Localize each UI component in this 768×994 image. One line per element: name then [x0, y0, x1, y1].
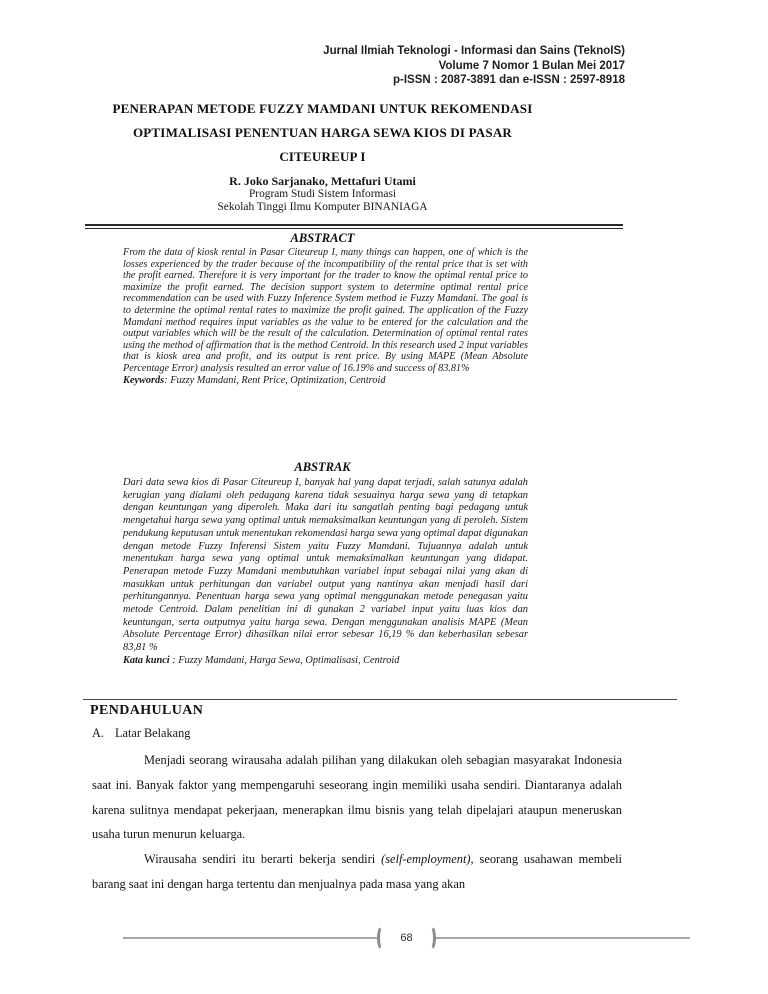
author-program: Program Studi Sistem Informasi — [248, 188, 397, 200]
keywords-value: : Fuzzy Mamdani, Rent Price, Optimization, Centroid — [164, 374, 386, 386]
author-institution: Sekolah Tinggi Ilmu Komputer BINANIAGA — [217, 201, 428, 213]
title-line-1: PENERAPAN METODE FUZZY MAMDANI UNTUK REKOMENDASI — [112, 101, 533, 116]
self-employment-term: (self-employment), — [381, 852, 474, 867]
footer-line-right — [436, 937, 690, 939]
journal-issn: p-ISSN : 2087-3891 dan e-ISSN : 2597-8918 — [392, 74, 625, 87]
subsection-a-heading — [92, 725, 622, 742]
paragraph-2-start: Wirausaha sendiri itu berarti bekerja sendiri — [144, 852, 382, 867]
paragraph-2-end: seorang usahawan membeli barang saat ini dengan harga tertentu dan menjualnya pada masa yang akan — [92, 852, 622, 891]
section-divider-rule — [83, 699, 677, 700]
kata-kunci-label: Kata kunci — [123, 654, 170, 666]
abstract-text-id: Dari data sewa kios di Pasar Citeureup I, banyak hal yang dapat terjadi, salah satunya adalah kerugian yang dialami oleh pedagang karena tidak sesuainya harga sewa yang di tetapkan dengan keuntungan yang diperoleh. Maka dari itu sangatlah penting bagi pedagang untuk mengetahui harga sewa yang optimal untuk memaksimalkan keuntungan yang di peroleh. Sistem pendukung keputusan untuk menentukan rekomendasi harga sewa yang optimal dapat digunakan dengan metode Fuzzy Inferensi Sistem yaitu Fuzzy Mamdani. Tujuannya adalah untuk menentukan harga sewa yang optimal untuk memaksimalkan keuntungan yang didapat. Penerapan metode Fuzzy Mamdani membutuhkan variabel input sebagai nilai yang akan di masukkan untuk perhitungan dan variabel output yang nantinya akan menjadi hasil dari perhitungannya. Penentuan harga sewa yang optimal menggunakan metode penegasan yaitu metode Centroid. Dalam penelitian ini di gunakan 2 variabel input yaitu luas kios dan keuntungan, serta outputnya yaitu harga sewa. Dengan menggunakan analisis MAPE (Mean Absolute Percentage Error) dihasilkan nilai error sebesar 16,19 % dan keberhasilan sebesar 83,81 % — [123, 477, 528, 654]
paragraph-2 — [92, 847, 622, 897]
subsection-title: Latar Belakang — [114, 726, 191, 740]
abstract-text-en: From the data of kiosk rental in Pasar Citeureup I, many things can happen, one of which is the losses experienced by the trader because of the incompatibility of the rental price that is set with the profit earned. Therefore it is very important for the trader to know the optimal rental price to maximize the profit earned. The decision support system to determine optimal rental price recommendation can be used with Fuzzy Inference System method ie Fuzzy Mamdani. The goal is to determine the optimal rental rates to maximize the profit gained. The application of the Fuzzy Mamdani method requires input variables as the value to be entered for the calculation and the output variables which will be the result of the calculation. Determination of optimal rental rates using the method of affirmation that is the method Centroid. In this research used 2 input variables that is kiosk area and profit, and its output is rent price. By using MAPE (Mean Absolute Percentage Error) analysis resulted an error value of 16.19% and success of 83.81% — [123, 247, 528, 374]
abstract-heading-en: ABSTRACT — [290, 231, 355, 245]
subsection-label: A. — [92, 726, 104, 740]
pendahuluan-heading: PENDAHULUAN — [90, 703, 204, 718]
journal-header — [323, 44, 625, 88]
footer-line-left — [123, 937, 377, 939]
kata-kunci-value: : Fuzzy Mamdani, Harga Sewa, Optimalisasi, Centroid — [169, 654, 400, 666]
journal-name: Jurnal Ilmiah Teknologi - Informasi dan Sains (TeknoIS) — [323, 45, 625, 57]
title-line-3: CITEUREUP I — [279, 149, 366, 164]
page-number-bracket-right-icon — [425, 925, 436, 951]
abstract-block-en — [123, 247, 528, 386]
keywords-line — [123, 375, 528, 387]
keywords-label: Keywords — [123, 374, 165, 386]
paper-title — [85, 97, 560, 169]
authors-block — [85, 174, 560, 214]
author-names: R. Joko Sarjanako, Mettafuri Utami — [229, 174, 416, 188]
paragraph-1: Menjadi seorang wirausaha adalah pilihan yang dilakukan oleh sebagian masyarakat Indonesia saat ini. Banyak faktor yang mempengaruhi seseorang ingin memiliki usaha sendiri. Diantaranya adalah karena sulitnya mendapat pekerjaan, menerapkan ilmu bisnis yang telah dipelajari ataupun meneruskan usaha turun menurun keluarga. — [92, 753, 622, 842]
abstract-heading-id: ABSTRAK — [294, 460, 351, 474]
page-number-bracket-left-icon — [377, 925, 388, 951]
title-line-2: OPTIMALISASI PENENTUAN HARGA SEWA KIOS DI PASAR — [132, 125, 512, 140]
section-latar-belakang — [92, 725, 622, 897]
page-footer — [123, 923, 690, 953]
page-number: 68 — [400, 932, 413, 944]
abstract-block-id — [123, 477, 528, 667]
abstract-divider-rule — [85, 224, 623, 229]
journal-volume: Volume 7 Nomor 1 Bulan Mei 2017 — [438, 59, 625, 72]
kata-kunci-line — [123, 655, 528, 667]
